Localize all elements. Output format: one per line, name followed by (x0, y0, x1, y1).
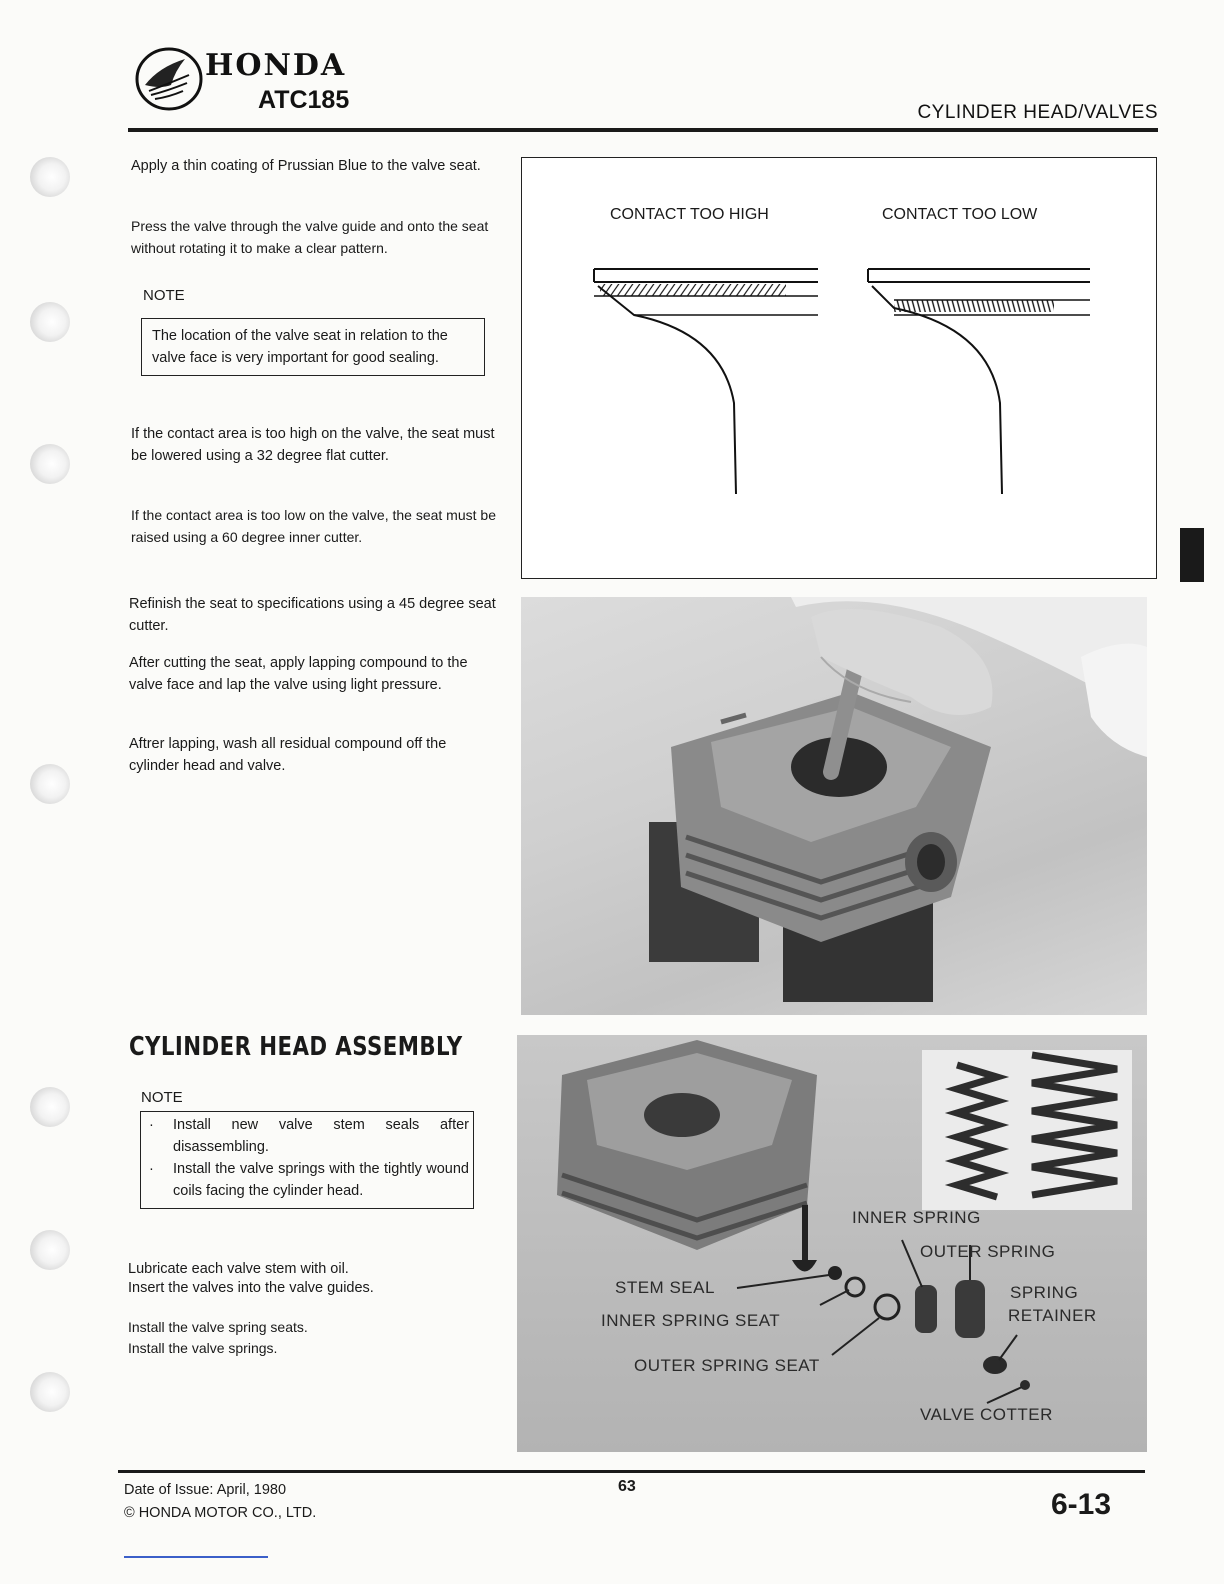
note-bullet: · Install new valve stem seals after disassembling. (149, 1117, 469, 1155)
paragraph: If the contact area is too high on the valve, the seat must be lowered using a 32 degree flat cutter. (131, 426, 495, 464)
note-bullet: · Install the valve springs with the tightly wound coils facing the cylinder head. (149, 1161, 469, 1199)
valve-contact-diagram (521, 157, 1157, 579)
callout-inner-spring: INNER SPRING (852, 1208, 981, 1227)
brand-name: HONDA (205, 48, 347, 83)
callout-outer-spring-seat: OUTER SPRING SEAT (634, 1356, 820, 1375)
footer-divider (118, 1470, 1145, 1473)
paragraph: After cutting the seat, apply lapping compound to the valve face and lap the valve using light pressure. (129, 655, 468, 693)
lapping-illustration (521, 597, 1147, 1015)
binder-hole (30, 302, 70, 342)
paragraph: Refinish the seat to specifications using a 45 degree seat cutter. (129, 596, 496, 634)
callout-valve-cotter: VALVE COTTER (920, 1405, 1053, 1424)
diagram-label-low: CONTACT TOO LOW (882, 206, 1038, 223)
binder-hole (30, 157, 70, 197)
page-number: 63 (618, 1478, 636, 1495)
callout-retainer: RETAINER (1008, 1306, 1097, 1325)
issue-date: Date of Issue: April, 1980 (124, 1482, 287, 1498)
binder-hole (30, 1230, 70, 1270)
honda-wing-logo-icon (135, 45, 203, 113)
copyright: © HONDA MOTOR CO., LTD. (124, 1505, 317, 1521)
paragraph: Aftrer lapping, wash all residual compound off the cylinder head and valve. (129, 736, 447, 774)
paragraph: Install the valve spring seats. (128, 1319, 308, 1335)
photo-lapping-valve (521, 597, 1147, 1015)
paragraph: Install the valve springs. (128, 1340, 278, 1356)
model-name: ATC185 (258, 86, 350, 114)
assembly-note-box (140, 1111, 474, 1209)
paragraph: Insert the valves into the valve guides. (128, 1280, 374, 1296)
note-box: The location of the valve seat in relation to the valve face is very important for good sealing. (141, 318, 485, 376)
scan-artifact-line (124, 1556, 268, 1558)
binder-hole (30, 1372, 70, 1412)
callout-outer-spring: OUTER SPRING (920, 1242, 1056, 1261)
paragraph: If the contact area is too low on the valve, the seat must be raised using a 60 degree inner cutter. (131, 507, 496, 545)
section-title: CYLINDER HEAD/VALVES (917, 102, 1158, 123)
callout-inner-spring-seat: INNER SPRING SEAT (601, 1311, 781, 1330)
binder-hole (30, 444, 70, 484)
section-tab-marker (1180, 528, 1204, 582)
section-page-number: 6-13 (1051, 1488, 1112, 1521)
callout-stem-seal: STEM SEAL (615, 1278, 715, 1297)
note-label: NOTE (141, 1089, 183, 1106)
paragraph: Press the valve through the valve guide and onto the seat without rotating it to make a clear pattern. (131, 218, 489, 256)
valve-contact-drawing (522, 158, 1158, 580)
note-label: NOTE (143, 287, 185, 304)
cylinder-head-assembly-heading: CYLINDER HEAD ASSEMBLY (129, 1032, 463, 1062)
binder-hole (30, 764, 70, 804)
callout-spring: SPRING (1010, 1283, 1079, 1302)
binder-hole (30, 1087, 70, 1127)
paragraph: Apply a thin coating of Prussian Blue to the valve seat. (131, 158, 481, 174)
diagram-label-high: CONTACT TOO HIGH (610, 206, 769, 223)
valve-drawing-high (594, 269, 818, 494)
header-divider (128, 128, 1158, 132)
paragraph: Lubricate each valve stem with oil. (128, 1261, 349, 1277)
valve-drawing-low (868, 269, 1090, 494)
